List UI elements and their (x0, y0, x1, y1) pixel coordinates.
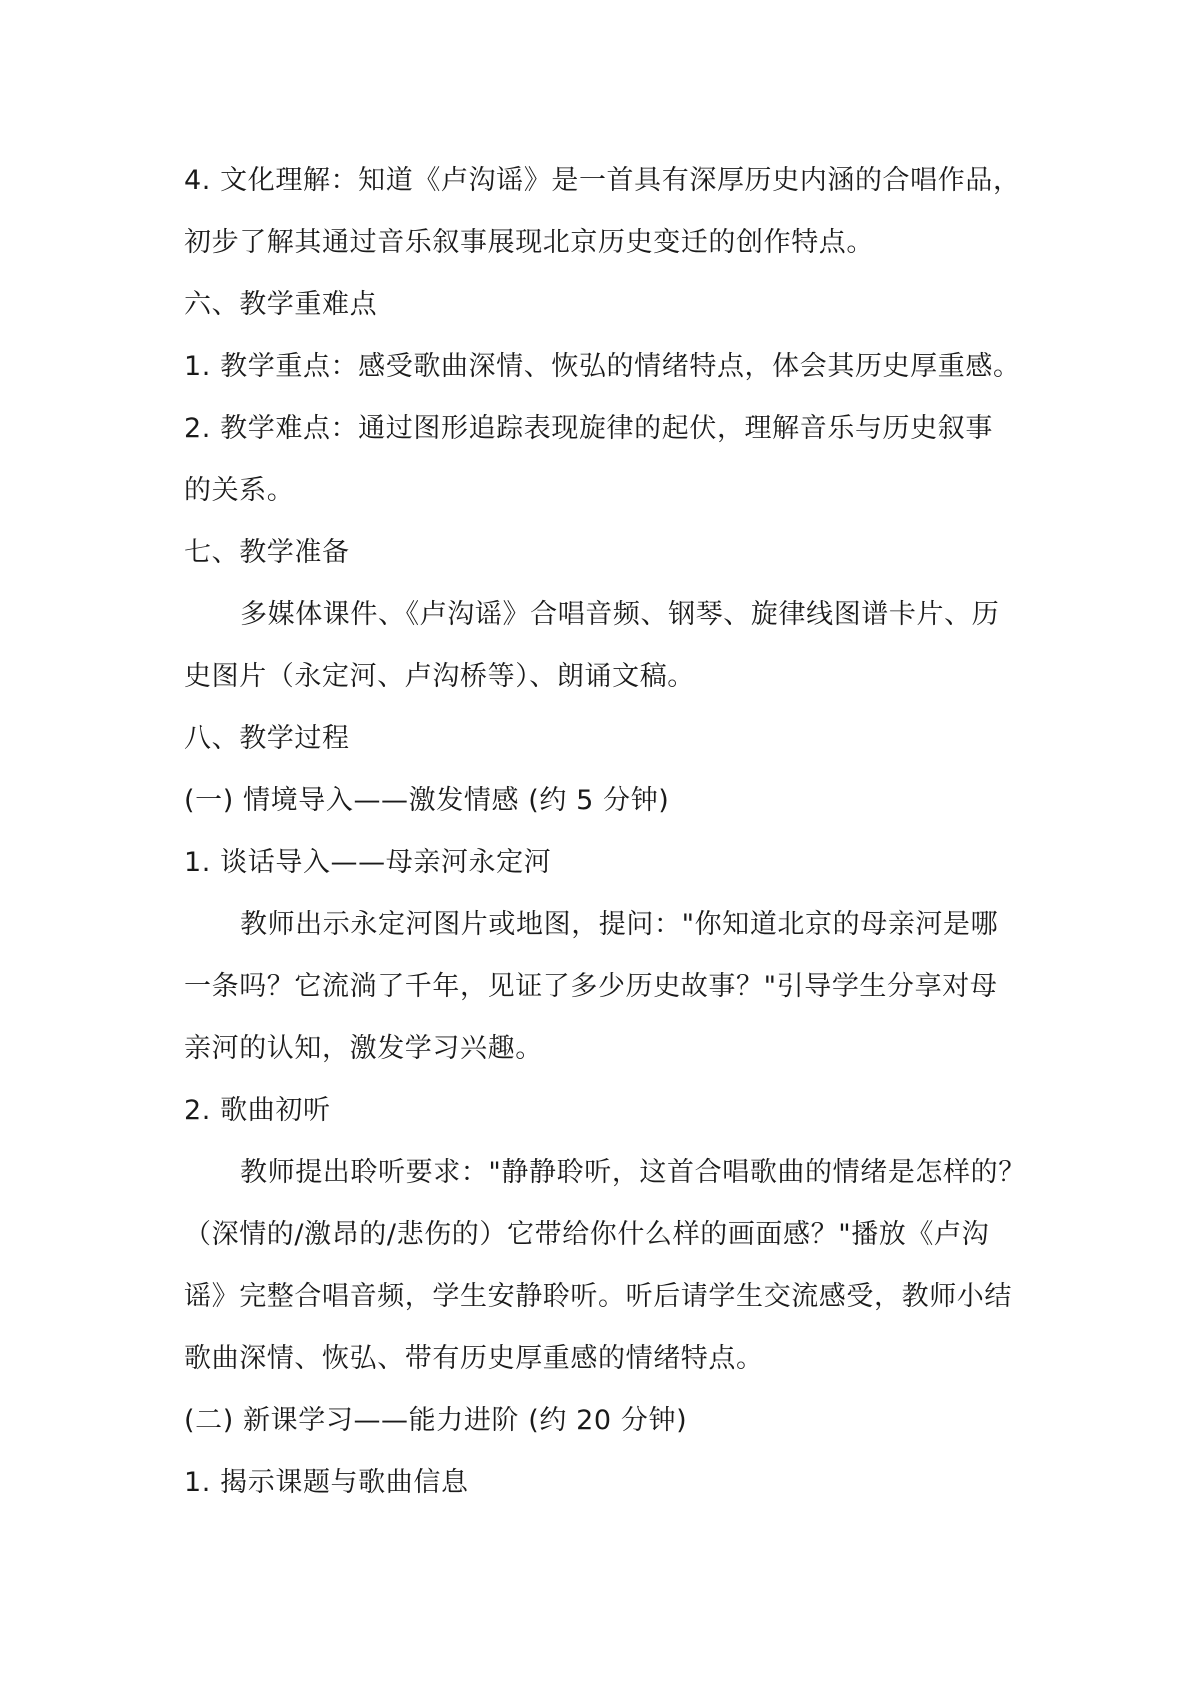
text-line: 2. 歌曲初听 (184, 1095, 331, 1126)
text-line: 史图片（永定河、卢沟桥等）、朗诵文稿。 (184, 661, 695, 692)
text-line: 初步了解其通过音乐叙事展现北京历史变迁的创作特点。 (184, 227, 874, 258)
text-line: （深情的/激昂的/悲伤的）它带给你什么样的画面感？"播放《卢沟 (184, 1219, 990, 1250)
text-line: 教师提出聆听要求："静静聆听，这首合唱歌曲的情绪是怎样的？ (240, 1157, 1026, 1188)
text-line: 一条吗？它流淌了千年，见证了多少历史故事？"引导学生分享对母 (184, 971, 998, 1002)
text-line: 多媒体课件、《卢沟谣》合唱音频、钢琴、旋律线图谱卡片、历 (240, 599, 1000, 630)
text-line: 1. 谈话导入——母亲河永定河 (184, 847, 552, 878)
text-line: 六、教学重难点 (184, 289, 378, 320)
text-line: 1. 教学重点：感受歌曲深情、恢弘的情绪特点，体会其历史厚重感。 (184, 351, 1021, 382)
text-line: 八、教学过程 (184, 723, 350, 754)
text-line: 谣》完整合唱音频，学生安静聆听。听后请学生交流感受，教师小结 (184, 1281, 1012, 1312)
text-line: (二) 新课学习——能力进阶 (约 20 分钟) (184, 1405, 688, 1436)
text-line: 教师出示永定河图片或地图，提问："你知道北京的母亲河是哪 (240, 909, 999, 940)
text-line: 歌曲深情、恢弘、带有历史厚重感的情绪特点。 (184, 1343, 764, 1374)
text-line: 亲河的认知，激发学习兴趣。 (184, 1033, 543, 1064)
text-line: 七、教学准备 (184, 537, 350, 568)
document-body (184, 150, 1034, 1514)
text-line: 4. 文化理解：知道《卢沟谣》是一首具有深厚历史内涵的合唱作品， (184, 165, 1021, 196)
text-line: 2. 教学难点：通过图形追踪表现旋律的起伏，理解音乐与历史叙事 (184, 413, 993, 444)
text-line: 的关系。 (184, 475, 295, 506)
text-line: (一) 情境导入——激发情感 (约 5 分钟) (184, 785, 670, 816)
text-line: 1. 揭示课题与歌曲信息 (184, 1467, 469, 1498)
